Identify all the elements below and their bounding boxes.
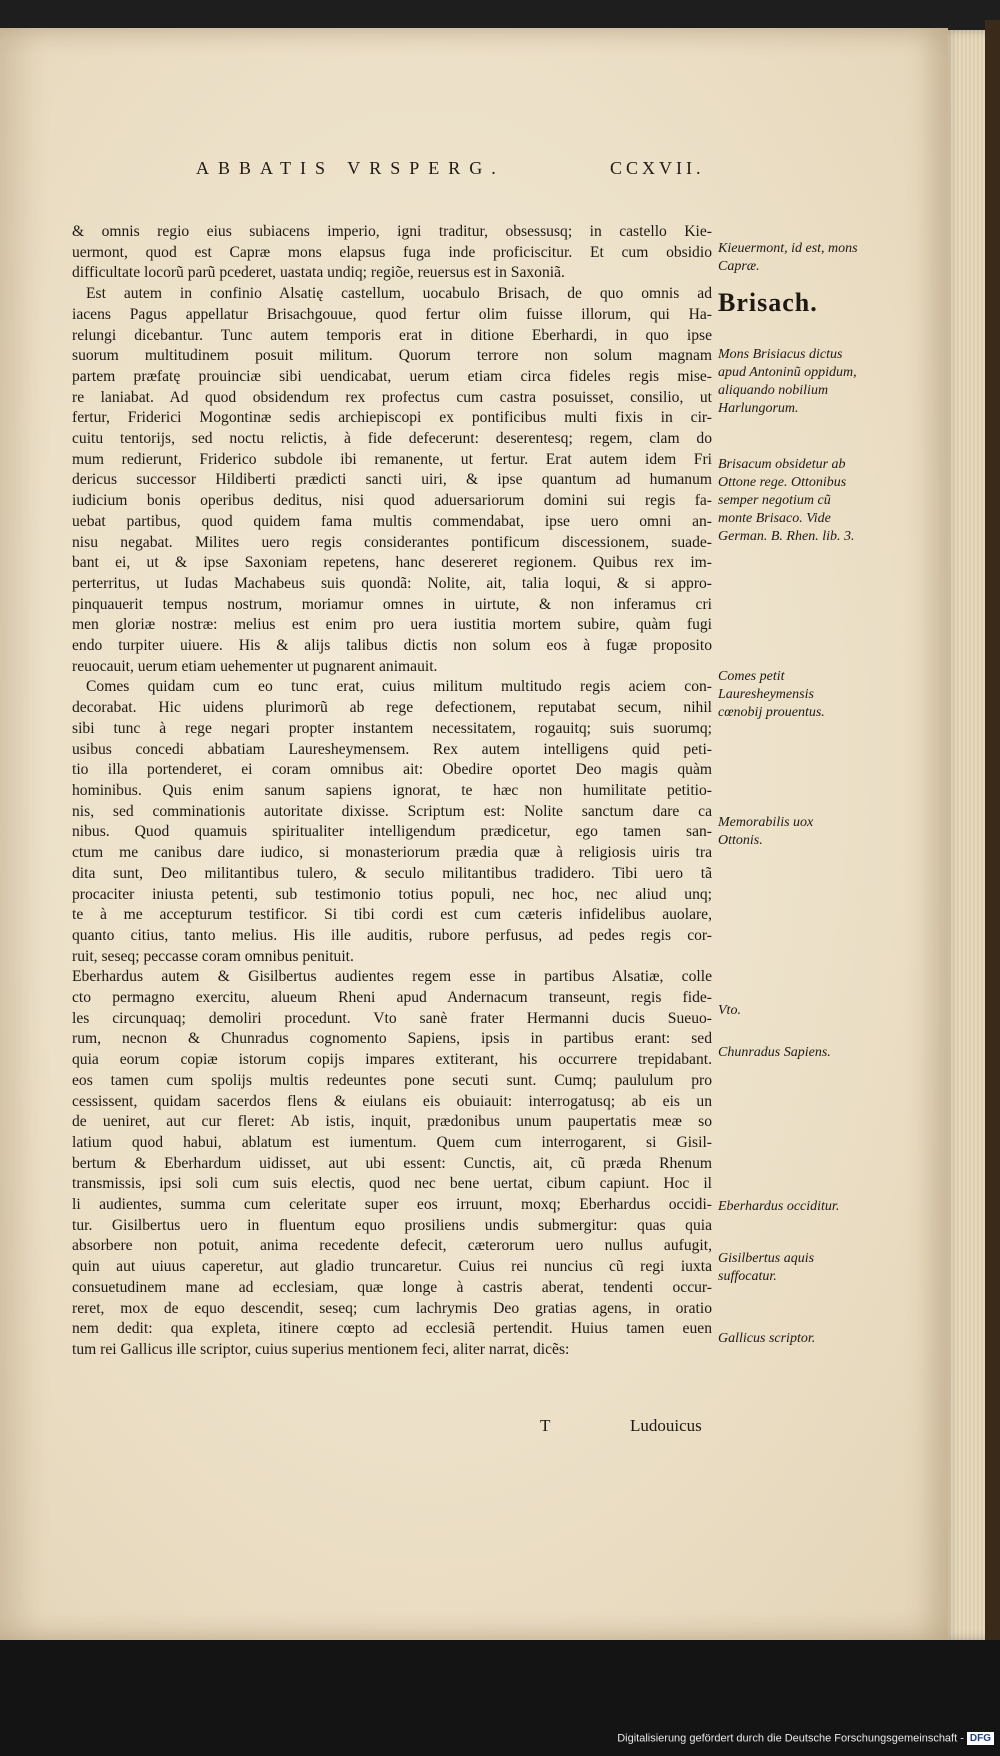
digitization-credit [0,1732,994,1745]
text-line: suorum multitudinem posuit militum. Quorum terrore non solum magnam [72,347,712,365]
margin-note: Mons Brisiacus dictus apud Antoninũ oppidum, aliquando nobilium Harlungorum. [718,347,857,416]
text-line: quin aut uiuus caperetur, aut gladio truncaretur. Cuius rei nuncius cũ regi iuxta [72,1258,712,1276]
text-line: nisu negabat. Milites uero regis considerantes pontificum discessionem, suade- [72,533,712,551]
text-line: cto permagno exercitu, alueum Rheni apud Andernacum transeunt, regis fide- [72,989,712,1007]
text-line: Est autem in confinio Alsatię castellum, uocabulo Brisach, de quo omnis ad [86,285,712,303]
text-line: uebat partibus, quod quidem fama multis commendabat, ipse uero omni an- [72,512,712,530]
text-line: rum, necnon & Chunradus cognomento Sapiens, ipsis in partibus erant: sed [72,1030,712,1048]
margin-note: Gallicus scriptor. [718,1331,816,1346]
text-line: iacens Pagus appellatur Brisachgouue, quod fertur olim fuisse illorum, qui Ha- [72,305,712,323]
text-line: fertur, Friderici Mogontinæ sedis archiepiscopi ex pontificibus multi fixis in cir- [72,409,712,427]
catchword: Ludouicus [630,1416,702,1435]
text-line: quanto citius, tanto melius. His ille auditis, rubore perfusus, ad pedes regis cor- [72,926,712,944]
margin-note: Chunradus Sapiens. [718,1045,831,1060]
book-cover-edge [985,20,1000,1650]
text-line: reret, mox de equo descendit, seseq; cum lachrymis Deo gratias agens, in oratio [72,1299,712,1317]
margin-note-heading: Brisach. [718,288,818,317]
text-line: cessissent, quidam sacerdos flens & eiulans eis obuiauit: interrogatusq; ab eis un [72,1092,712,1110]
text-line: re laniabat. Ad quod obsidendum rex profectus cum castra posuisset, consilio, ut [72,388,712,406]
text-line: latium quod habui, ablatum est iumentum. Quem cum interrogarent, si Gisil- [72,1133,712,1151]
text-line: consuetudinem mane ad ecclesiam, quæ longe à castris aberat, tendenti occur- [72,1278,712,1296]
text-line: hominibus. Quis enim sanum sapiens ignorat, te hæc non humilitate petitio- [72,781,712,799]
margin-note: Gisilbertus aquis suffocatur. [718,1251,815,1284]
text-line: les circunquaq; demoliri procedunt. Vto sanè frater Hermanni ducis Sueuo- [72,1009,712,1027]
text-line: li audientes, summa cum celeritate super eos irruunt, moxq; Eberhardus occidi- [72,1196,712,1214]
text-line: quia eorum copiæ istorum copijs impares extiterant, his occurrere trepidabant. [72,1051,712,1069]
text-line: de ueniret, aut cur fleret: Ab istis, inquit, prædonibus unum paupertatis meæ so [72,1113,712,1131]
margin-note: Memorabilis uox Ottonis. [718,815,814,848]
text-line: men gloriæ nostræ: melius est enim pro uera iustitia mortem subire, quàm fugi [72,616,712,634]
text-line: bant ei, ut & ipse Saxoniam repetens, hanc desereret regionem. Quibus rex im- [72,554,712,572]
margin-notes [0,28,948,1640]
signature-mark: T [540,1416,551,1435]
text-line: tio illa portenderet, ei coram omnibus ait: Obedire oportet Deo magis quàm [72,761,712,779]
margin-note: Vto. [718,1003,741,1018]
text-line: nibus. Quod quamuis spiritualiter intelligendum prædicetur, ego tamen san- [72,823,712,841]
text-line: decorabat. Hic uidens plurimorũ ab rege defectionem, reputabat secum, nihil [72,699,712,717]
text-line: nem dedit: qua expleta, itinere cœpto ad ecclesiã pertendit. Huius tamen euen [72,1320,712,1338]
text-line: & omnis regio eius subiacens imperio, igni traditur, obsessusq; in castello Kie- [72,223,712,240]
margin-note: Eberhardus occiditur. [718,1199,840,1214]
text-line: nis, sed comminationis autoritate dixisse. Scriptum est: Nolite sanctum dare ca [72,802,712,820]
running-head-title: ABBATIS VRSPERG. [196,158,505,178]
catchword-row [0,1416,948,1440]
text-line: dericus successor Hildiberti prædicti sancti uiri, & ipse quantum ad humanum [72,471,712,489]
text-line: te à me accepturum testificor. Si tibi cordi est cum cæteris infidelibus auolare, [72,906,712,924]
text-line: eos tamen cum spolijs multis redeuntes pone secuti sunt. Cumq; paululum pro [72,1071,712,1089]
text-line: bertum & Eberhardum uidisset, aut ubi essent: Cunctis, ait, cũ præda Rhenum [72,1154,712,1172]
margin-note: Brisacum obsidetur ab Ottone rege. Ottonibus semper negotium cũ monte Brisaco. Vide German. B. Rhen. lib. 3. [718,457,855,544]
margin-note: Kieuermont, id est, mons Capræ. [718,241,858,274]
text-line: uermont, quod est Capræ mons elapsus fuga inde proficiscitur. Et cum obsidio [72,243,712,261]
text-line: Comes quidam cum eo tunc erat, cuius militum multitudo regis aciem con- [86,678,712,696]
text-line: sibi tunc à rege negari propter instantem necessitatem, rogauitq; suis suorumq; [72,719,712,737]
dfg-logo: DFG [967,1732,994,1745]
text-line: usibus concedi abbatiam Lauresheymensem. Rex autem intelligens quid peti- [72,740,712,758]
text-line: dita sunt, Deo militantibus tulero, & seculo militantibus tradidero. Tibi uero tã [72,864,712,882]
text-line: tum rei Gallicus ille scriptor, cuius superius mentionem feci, aliter narrat, dicẽs: [72,1340,570,1358]
text-line: iudicium bonis operibus deditus, nisi quod aduersariorum domini sui regis fa- [72,492,712,510]
margin-note: Comes petit Lauresheymensis cœnobij prouentus. [718,669,825,720]
text-line: relungi dicebantur. Tunc autem temporis erat in ditione Eberhardi, in quo ipse [72,326,712,344]
text-line: procaciter iniusta petenti, sub testimonio totius populi, nec hoc, nec aliud unq; [72,885,712,903]
text-line: mum redierunt, Friderico subdole ibi remanente, ut fertur. Erat autem idem Fri [72,450,712,468]
text-line: pinquauerit tempus nostrum, moriamur omnes in uirtute, & non inferamus cri [72,595,712,613]
book-page [0,28,948,1640]
text-line: reuocauit, uerum etiam uehementer ut pugnarent animauit. [72,657,438,675]
text-line: transmissis, ipsi soli cum suis electis, quod nec bene uertat, cibum capiunt. Hoc il [72,1175,712,1193]
text-line: partem præfatę prouinciæ sibi uendicabat, uerum etiam circa fideles regis mise- [72,367,712,385]
text-line: tur. Gisilbertus uero in fluentum equo prosiliens undis submergitur: quas quia [72,1216,712,1234]
text-line: perterritus, ut Iudas Machabeus suis quondã: Nolite, ait, talia loqui, & si appro- [72,574,712,592]
text-line: cuitu tentorijs, sed noctu relictis, à fide defecerunt: deserentesq; regem, clam do [72,430,712,448]
credit-text: Digitalisierung gefördert durch die Deutsche Forschungsgemeinschaft - [617,1732,964,1745]
text-line: absorbere non potuit, anima recedente defecit, cæterorum uero nullus aufugit, [72,1237,712,1255]
text-line: Eberhardus autem & Gisilbertus audientes regem esse in partibus Alsatiæ, colle [72,968,712,986]
text-line: difficultate locorũ parũ pcederet, uastata undiq; regiõe, reuersus est in Saxoniã. [72,264,565,282]
text-line: ctum me canibus dare iudico, si monasteriorum prædia quæ à religiosis uiris tra [72,844,712,862]
text-line: endo turpiter uiuere. His & alijs talibus dictis non solum eos à fugæ proposito [72,637,712,655]
folio-number: CCXVII. [610,158,705,178]
text-line: ruit, seseq; peccasse coram omnibus penituit. [72,947,354,965]
